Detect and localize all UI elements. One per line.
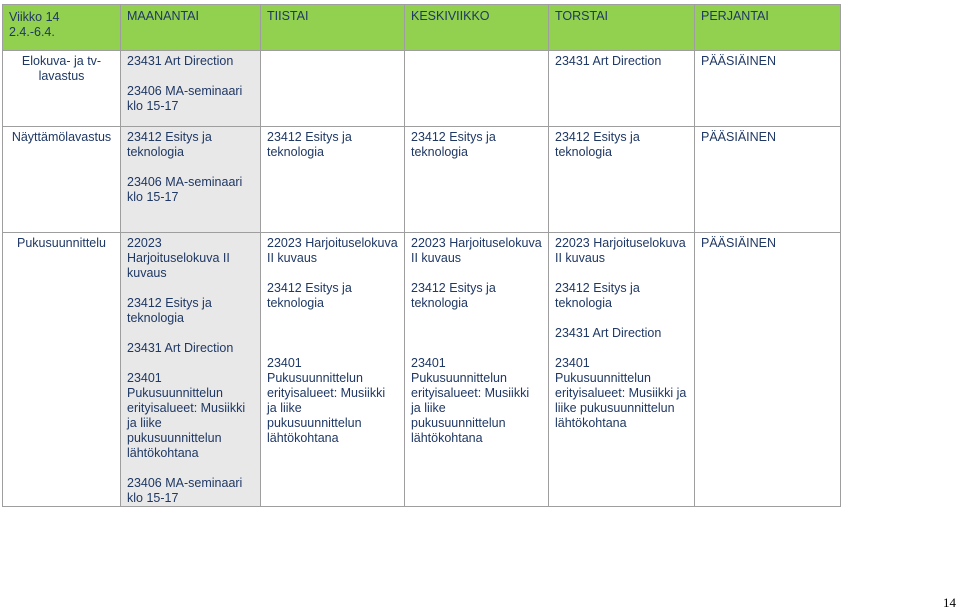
course-entry: 23401 Pukusuunnittelun erityisalueet: Musiikki ja liike pukusuunnittelun lähtökohtana bbox=[555, 356, 687, 430]
header-row bbox=[3, 5, 841, 51]
cell-thursday bbox=[549, 127, 695, 233]
day-header-monday: MAANANTAI bbox=[121, 5, 261, 51]
course-entry: 23406 MA-seminaari klo 15-17 bbox=[127, 175, 243, 204]
cell-thursday bbox=[549, 51, 695, 127]
course-entry: 23412 Esitys ja teknologia bbox=[411, 130, 496, 159]
empty-entry bbox=[411, 326, 542, 341]
course-entry: 23412 Esitys ja teknologia bbox=[267, 130, 352, 159]
course-entry: 22023 Harjoituselokuva II kuvaus bbox=[411, 236, 542, 265]
row-label-text: Elokuva- ja tv-lavastus bbox=[21, 54, 102, 83]
course-entry: 23431 Art Direction bbox=[555, 54, 662, 68]
course-entry: 23406 MA-seminaari klo 15-17 bbox=[127, 84, 243, 113]
day-header-tuesday: TIISTAI bbox=[261, 5, 405, 51]
course-entry: 23431 Art Direction bbox=[127, 341, 234, 355]
course-entry: 23401 Pukusuunnittelun erityisalueet: Musiikki ja liike pukusuunnittelun lähtökohtana bbox=[267, 356, 386, 445]
week-cell bbox=[3, 5, 121, 51]
row-elokuva-ja-tv-lavastus bbox=[3, 51, 841, 127]
course-entry: 22023 Harjoituselokuva II kuvaus bbox=[267, 236, 398, 265]
holiday-entry: PÄÄSIÄINEN bbox=[701, 236, 777, 250]
course-entry: 23412 Esitys ja teknologia bbox=[267, 281, 352, 310]
course-entry: 23431 Art Direction bbox=[127, 54, 234, 68]
row-label-text: Pukusuunnittelu bbox=[17, 236, 106, 250]
day-header-wednesday: KESKIVIIKKO bbox=[405, 5, 549, 51]
cell-tuesday bbox=[261, 233, 405, 507]
course-entry: 23431 Art Direction bbox=[555, 326, 662, 340]
page-number: 14 bbox=[943, 595, 956, 610]
course-entry: 23401 Pukusuunnittelun erityisalueet: Musiikki ja liike pukusuunnittelun lähtökohtana bbox=[127, 371, 246, 460]
cell-monday bbox=[121, 127, 261, 233]
course-entry: 23401 Pukusuunnittelun erityisalueet: Musiikki ja liike pukusuunnittelun lähtökohtana bbox=[411, 356, 530, 445]
course-entry: 23412 Esitys ja teknologia bbox=[555, 281, 640, 310]
row-label-text: Näyttämölavastus bbox=[11, 130, 112, 144]
row-label bbox=[3, 127, 121, 233]
course-entry: 23412 Esitys ja teknologia bbox=[127, 130, 212, 159]
course-entry: 23406 MA-seminaari klo 15-17 bbox=[127, 476, 243, 505]
day-header-friday: PERJANTAI bbox=[695, 5, 841, 51]
holiday-entry: PÄÄSIÄINEN bbox=[701, 54, 777, 68]
empty-entry bbox=[267, 326, 398, 341]
row-label bbox=[3, 51, 121, 127]
course-entry: 23412 Esitys ja teknologia bbox=[127, 296, 212, 325]
cell-thursday bbox=[549, 233, 695, 507]
row-pukusuunnittelu bbox=[3, 233, 841, 507]
course-entry: 23412 Esitys ja teknologia bbox=[411, 281, 496, 310]
cell-wednesday bbox=[405, 127, 549, 233]
week-label: Viikko 14 bbox=[9, 10, 60, 24]
cell-monday bbox=[121, 51, 261, 127]
week-dates: 2.4.-6.4. bbox=[9, 25, 55, 39]
cell-friday bbox=[695, 127, 841, 233]
course-entry: 22023 Harjoituselokuva II kuvaus bbox=[555, 236, 686, 265]
schedule-table bbox=[2, 4, 841, 507]
holiday-entry: PÄÄSIÄINEN bbox=[701, 130, 777, 144]
course-entry: 23412 Esitys ja teknologia bbox=[555, 130, 640, 159]
cell-tuesday bbox=[261, 127, 405, 233]
cell-wednesday bbox=[405, 233, 549, 507]
cell-friday bbox=[695, 233, 841, 507]
row-nayttamolavastus bbox=[3, 127, 841, 233]
course-entry: 22023 Harjoituselokuva II kuvaus bbox=[127, 236, 230, 280]
row-label bbox=[3, 233, 121, 507]
cell-monday bbox=[121, 233, 261, 507]
cell-tuesday bbox=[261, 51, 405, 127]
cell-wednesday bbox=[405, 51, 549, 127]
cell-friday bbox=[695, 51, 841, 127]
day-header-thursday: TORSTAI bbox=[549, 5, 695, 51]
